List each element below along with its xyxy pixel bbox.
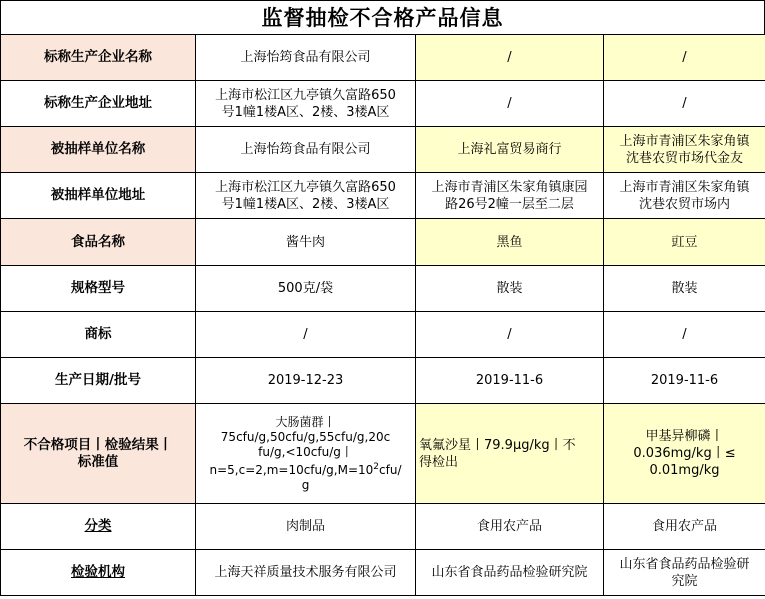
table-row <box>1 550 765 596</box>
table-row <box>1 358 765 404</box>
cell-enterprise-name-3: / <box>604 35 765 81</box>
cell-brand-2: / <box>416 312 604 358</box>
table-row <box>1 266 765 312</box>
line: 上海市青浦区朱家角镇 <box>619 179 750 195</box>
table-row <box>1 219 765 266</box>
cell-enterprise-name-1: 上海怡筠食品有限公司 <box>196 35 416 81</box>
table-row <box>1 504 765 550</box>
table-row <box>1 173 765 219</box>
line: 0.01mg/kg <box>649 463 720 478</box>
cell-sampled-name-1: 上海怡筠食品有限公司 <box>196 127 416 173</box>
line: 沈巷农贸市场代金友 <box>625 150 743 166</box>
cell-date-1: 2019-12-23 <box>196 358 416 404</box>
line: 山东省食品药品检验研 <box>619 556 750 572</box>
cell-date-2: 2019-11-6 <box>416 358 604 404</box>
line: 大肠菌群丨 <box>275 414 336 429</box>
line: 0.036mg/kg丨≤ <box>633 446 736 461</box>
cell-agency-1: 上海天祥质量技术服务有限公司 <box>196 550 416 596</box>
row-label: 被抽样单位名称 <box>1 127 196 173</box>
cell-failed-item-2 <box>416 404 604 504</box>
line: 检验机构 <box>71 564 125 580</box>
row-label <box>1 550 196 596</box>
line: 路26号2幢一层至二层 <box>445 196 574 212</box>
row-label: 标称生产企业地址 <box>1 81 196 127</box>
line: fu/g,<10cfu/g丨 <box>258 444 353 459</box>
line: 得检出 <box>419 454 459 470</box>
cell-sampled-addr-2 <box>416 173 604 219</box>
cell-category-2: 食用农产品 <box>416 504 604 550</box>
line: 究院 <box>671 573 698 589</box>
line: 号1幢1楼A区、2楼、3楼A区 <box>221 196 390 212</box>
line: cfu/ <box>379 462 402 477</box>
line: 上海市青浦区朱家角镇康园 <box>431 179 588 195</box>
superscript: 2 <box>373 461 380 472</box>
row-label: 生产日期/批号 <box>1 358 196 404</box>
cell-brand-3: / <box>604 312 765 358</box>
cell-enterprise-addr-1 <box>196 81 416 127</box>
row-label: 商标 <box>1 312 196 358</box>
cell-food-name-3: 豇豆 <box>604 219 765 266</box>
line: 上海市松江区九亭镇久富路650 <box>215 179 396 195</box>
cell-category-3: 食用农产品 <box>604 504 765 550</box>
cell-brand-1: / <box>196 312 416 358</box>
cell-food-name-2: 黑鱼 <box>416 219 604 266</box>
cell-enterprise-addr-2: / <box>416 81 604 127</box>
line: 号1幢1楼A区、2楼、3楼A区 <box>221 104 390 120</box>
row-label: 食品名称 <box>1 219 196 266</box>
cell-date-3: 2019-11-6 <box>604 358 765 404</box>
cell-enterprise-addr-3: / <box>604 81 765 127</box>
cell-sampled-addr-3 <box>604 173 765 219</box>
cell-spec-1: 500克/袋 <box>196 266 416 312</box>
row-label: 被抽样单位地址 <box>1 173 196 219</box>
line: 分类 <box>84 518 112 534</box>
line: n=5,c=2,m=10cfu/g,M=10 <box>209 462 374 477</box>
cell-agency-2: 山东省食品药品检验研究院 <box>416 550 604 596</box>
line: 甲基异柳磷丨 <box>645 429 724 444</box>
row-label <box>1 504 196 550</box>
line: 上海市松江区九亭镇久富路650 <box>215 87 396 103</box>
page-title: 监督抽检不合格产品信息 <box>0 0 765 34</box>
line: 75cfu/g,50cfu/g,55cfu/g,20c <box>220 429 391 444</box>
row-label: 规格型号 <box>1 266 196 312</box>
cell-category-1: 肉制品 <box>196 504 416 550</box>
line: 上海市青浦区朱家角镇 <box>619 133 750 149</box>
cell-food-name-1: 酱牛肉 <box>196 219 416 266</box>
table-row <box>1 312 765 358</box>
cell-failed-item-1 <box>196 404 416 504</box>
info-table <box>0 34 765 596</box>
line: 氧氟沙星丨79.9μg/kg丨不 <box>419 437 576 453</box>
line: 标准值 <box>77 453 119 470</box>
cell-sampled-addr-1 <box>196 173 416 219</box>
cell-sampled-name-3 <box>604 127 765 173</box>
cell-sampled-name-2: 上海礼富贸易商行 <box>416 127 604 173</box>
cell-agency-3 <box>604 550 765 596</box>
table-row <box>1 404 765 504</box>
cell-failed-item-3 <box>604 404 765 504</box>
cell-enterprise-name-2: / <box>416 35 604 81</box>
table-row <box>1 35 765 81</box>
table-row <box>1 81 765 127</box>
cell-spec-3: 散装 <box>604 266 765 312</box>
line: g <box>301 477 310 492</box>
line: 不合格项目丨检验结果丨 <box>23 436 173 453</box>
row-label <box>1 404 196 504</box>
table-row <box>1 127 765 173</box>
line: 沈巷农贸市场内 <box>638 196 730 212</box>
row-label: 标称生产企业名称 <box>1 35 196 81</box>
cell-spec-2: 散装 <box>416 266 604 312</box>
